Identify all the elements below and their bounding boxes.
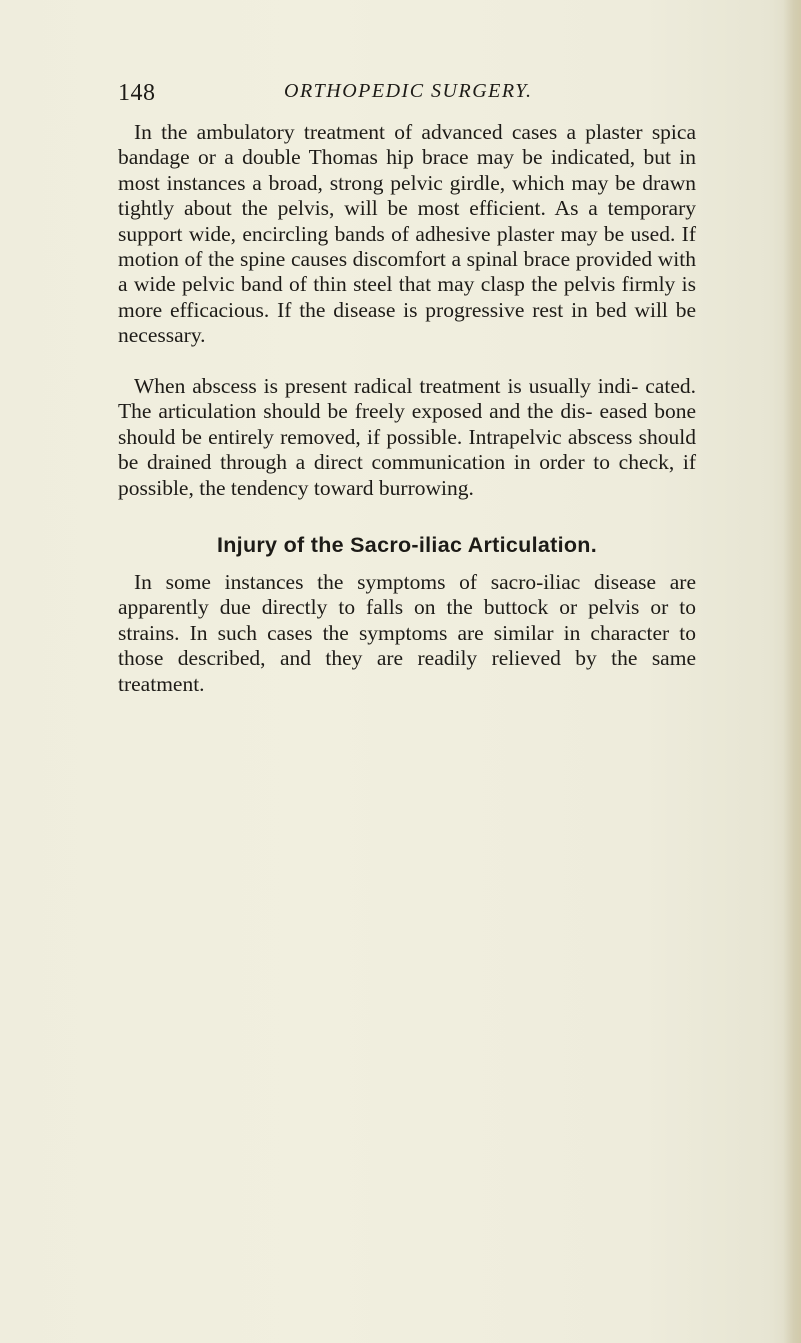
running-head: ORTHOPEDIC SURGERY. bbox=[284, 80, 533, 102]
page-header bbox=[118, 80, 678, 110]
section-heading: Injury of the Sacro-iliac Articulation. bbox=[216, 533, 598, 557]
paragraph-sacro-iliac-injury: In some instances the symptoms of sacro-iliac disease are apparently due directly to falls on the buttock or pelvis or to strains. In such cases the symptoms are similar in character to those described, and they are readily relieved by the same treatment. bbox=[118, 570, 696, 696]
paragraph-abscess-treatment: When abscess is present radical treatment is usually indi- cated. The articulation should be freely exposed and the dis- eased bone should be entirely removed, if possible. Intrapelvic abscess should be drained through a direct communication in order to check, if possible, the tendency toward burrowing. bbox=[118, 374, 696, 500]
page-edge-shadow bbox=[783, 0, 801, 1343]
paragraph-ambulatory-treatment: In the ambulatory treatment of advanced cases a plaster spica bandage or a double Thomas hip brace may be indicated, but in most instances a broad, strong pelvic girdle, which may be drawn tightly about the pelvis, will be most efficient. As a temporary support wide, encircling bands of adhesive plaster may be used. If motion of the spine causes discomfort a spinal brace provided with a wide pelvic band of thin steel that may clasp the pelvis firmly is more efficacious. If the disease is progressive rest in bed will be necessary. bbox=[118, 120, 696, 348]
page-number: 148 bbox=[118, 80, 156, 106]
